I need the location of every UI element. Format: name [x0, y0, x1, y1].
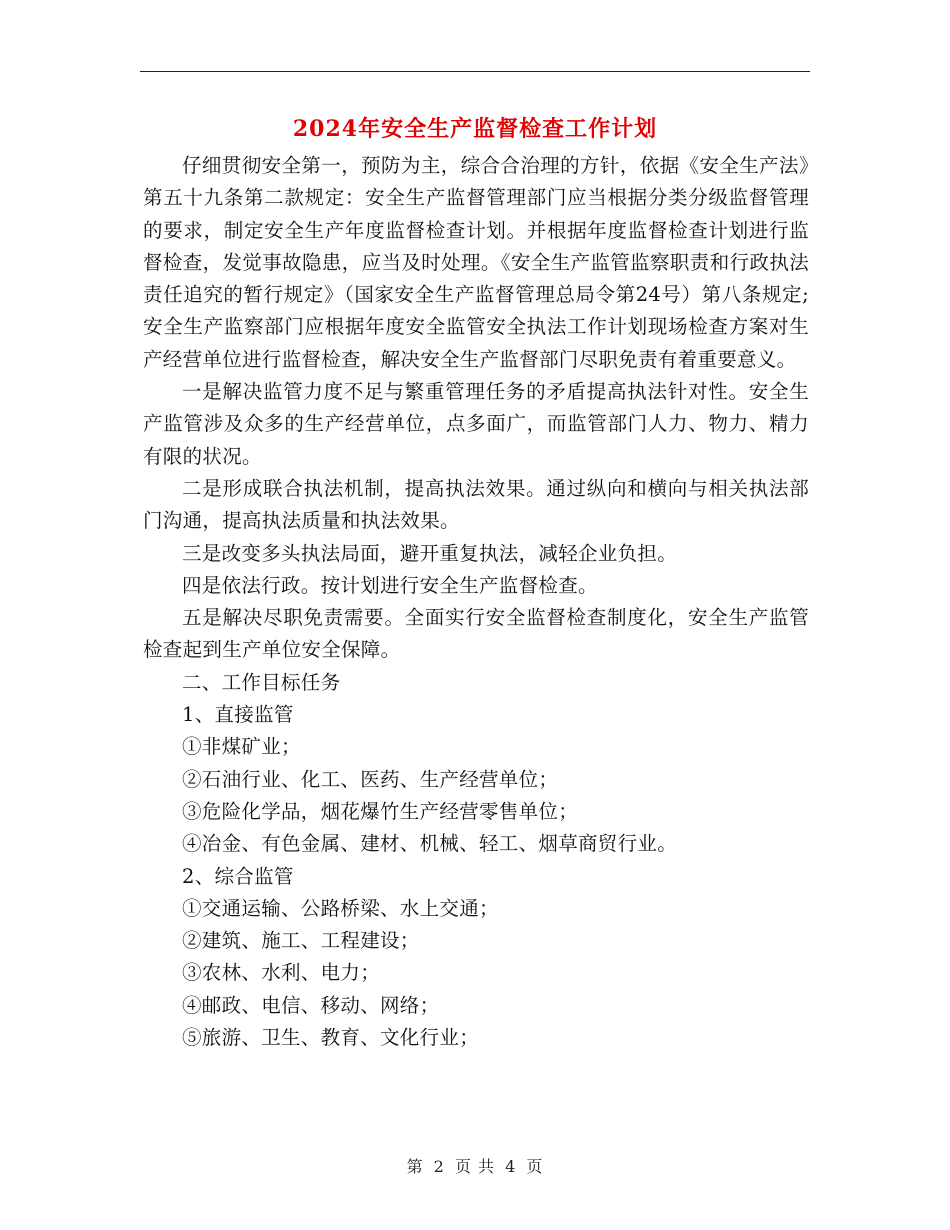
- paragraph-point-3: 三是改变多头执法局面，避开重复执法，减轻企业负担。: [182, 541, 678, 565]
- paragraph-point-2: 二是形成联合执法机制，提高执法效果。通过纵向和横向与相关执法部门沟通，提高执法质量和执法效果。: [143, 476, 809, 533]
- list-item: ④邮政、电信、移动、网络；: [182, 993, 440, 1017]
- list-item: ①非煤矿业；: [182, 735, 301, 759]
- subheading-direct-supervision: 1、直接监管: [182, 703, 294, 727]
- subheading-comprehensive-supervision: 2、综合监管: [182, 864, 294, 888]
- footer-current-page: 2: [433, 1157, 445, 1176]
- list-item: ②建筑、施工、工程建设；: [182, 929, 420, 953]
- section-heading-goals: 二、工作目标任务: [182, 670, 341, 694]
- list-item: ⑤旅游、卫生、教育、文化行业；: [182, 1026, 480, 1050]
- document-title: 2024年安全生产监督检查工作计划: [292, 116, 658, 142]
- list-item: ③农林、水利、电力；: [182, 961, 381, 985]
- list-item: ④冶金、有色金属、建材、机械、轻工、烟草商贸行业。: [182, 832, 678, 856]
- paragraph-intro: 仔细贯彻安全第一，预防为主，综合合治理的方针，依据《安全生产法》第五十九条第二款规定：安全生产监督管理部门应当根据分类分级监督管理的要求，制定安全生产年度监督检查计划。并根据年度监督检查计划进行监督检查，发觉事故隐患，应当及时处理。《安全生产监管监察职责和行政执法责任追究的暂行规定》（国家安全生产监督管理总局令第24号）第八条规定;安全生产监察部门应根据年度安全监管安全执法工作计划现场检查方案对生产经营单位进行监督检查，解决安全生产监督部门尽职免责有着重要意义。: [143, 154, 809, 371]
- document-body: [143, 150, 809, 1054]
- list-item: ①交通运输、公路桥梁、水上交通；: [182, 896, 499, 920]
- list-item: ②石油行业、化工、医药、生产经营单位；: [182, 767, 559, 791]
- paragraph-point-4: 四是依法行政。按计划进行安全生产监督检查。: [182, 573, 598, 597]
- paragraph-point-5: 五是解决尽职免责需要。全面实行安全监督检查制度化，安全生产监管检查起到生产单位安全保障。: [143, 606, 809, 662]
- header-rule: [140, 71, 810, 72]
- footer-suffix: 页: [526, 1157, 544, 1176]
- page-footer: [0, 1154, 950, 1177]
- footer-prefix: 第: [406, 1157, 424, 1176]
- footer-middle: 页 共: [454, 1157, 496, 1176]
- footer-total-pages: 4: [505, 1157, 517, 1176]
- paragraph-point-1: 一是解决监管力度不足与繁重管理任务的矛盾提高执法针对性。安全生产监管涉及众多的生产经营单位，点多面广，而监管部门人力、物力、精力有限的状况。: [143, 380, 809, 468]
- list-item: ③危险化学品，烟花爆竹生产经营零售单位；: [182, 799, 579, 823]
